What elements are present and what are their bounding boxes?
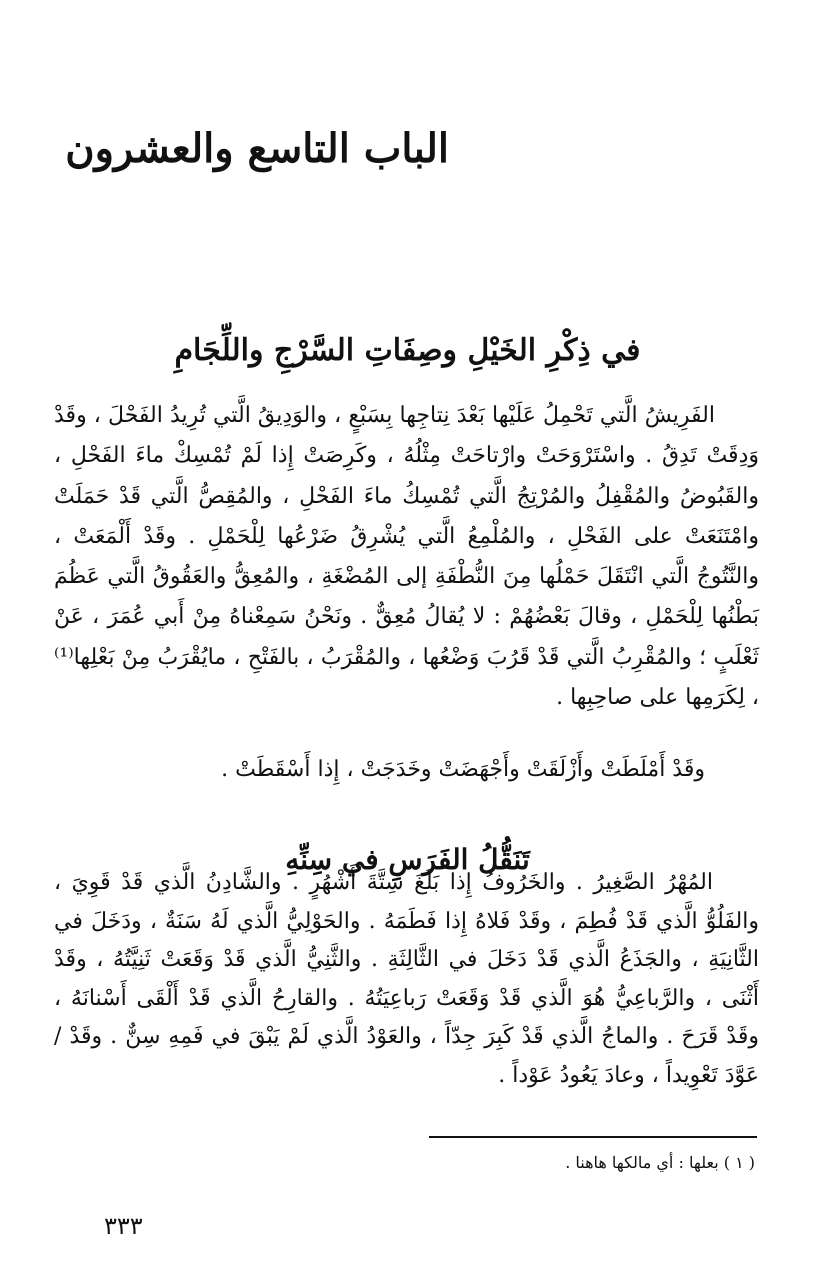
sub-heading-horse-age: تَنَقُّلُ الفَرَسِ في سِنِّهِ [285,843,530,876]
section-title: في ذِكْرِ الخَيْلِ وصِفَاتِ السَّرْجِ واللِّجَامِ [174,332,641,368]
footnote: ( ١ ) بعلها : أي مالكها هاهنا . [565,1153,755,1172]
page-number: ٣٣٣ [104,1212,143,1240]
paragraph-miscarriage: وقَدْ أَمْلَطَتْ وأَزْلَقَتْ وأَجْهَضَتْ وخَدَجَتْ ، إِذا أَسْقَطَتْ . [221,757,705,782]
chapter-title: الباب التاسع والعشرون [65,124,449,172]
paragraph-mares: الفَرِيشُ الَّتي تَحْمِلُ عَلَيْها بَعْدَ نِتاجِها بِسَبْعٍ ، والوَدِيقُ الَّتي تُرِيدُ الفَحْلَ ، وقَدْ وَدِقَتْ تَدِقُ . واسْتَرْوَحَتْ وارْتاحَتْ مِثْلُهُ ، وكَرِصَتْ إِذا لَمْ تُمْسِكْ ماءَ الفَحْلِ ، والقَبُوضُ والمُقْفِلُ والمُرْتِجُ الَّتي تُمْسِكُ ماءَ الفَحْلِ ، والمُقِصُّ الَّتي قَدْ حَمَلَتْ وامْتَنَعَتْ على الفَحْلِ ، والمُلْمِعُ الَّتي يُشْرِقُ ضَرْعُها لِلْحَمْلِ . وقَدْ أَلْمَعَتْ ، والنَّتُوجُ الَّتي انْتَقَلَ حَمْلُها مِنَ النُّطْفَةِ إلى المُضْغَةِ ، والمُعِقُّ والعَقُوقُ الَّتي عَظُمَ بَطْنُها لِلْحَمْلِ ، وقالَ بَعْضُهُمْ : لا يُقالُ مُعِقٌّ . ونَحْنُ سَمِعْناهُ مِنْ أَبي عُمَرَ ، عَنْ ثَعْلَبٍ ؛ والمُقْرِبُ الَّتي قَدْ قَرُبَ وَضْعُها ، والمُقْرَبُ ، بالفَتْحِ ، مايُقْرَبُ مِنْ بَعْلِها⁽¹⁾ ، لِكَرَمِها على صاحِبِها . [54,403,759,711]
footnote-divider [429,1136,757,1138]
paragraph-horse-age: المُهْرُ الصَّغِيرُ . والخَرُوفُ إِذا بَلَغَ سِتَّةَ أَشْهُرٍ . والشَّادِنُ الَّذي قَدْ قَوِيَ ، والفَلُوُّ الَّذي قَدْ فُطِمَ ، وقَدْ فَلاهُ إِذا فَطَمَهُ . والحَوْلِيُّ الَّذي لَهُ سَنَةٌ ، ودَخَلَ في الثَّانِيَةِ ، والجَذَعُ الَّذي قَدْ دَخَلَ في الثَّالِثَةِ . والثَّنِيُّ الَّذي قَدْ وَقَعَتْ ثَنِيَّتُهُ ، وقَدْ أَثْنَى ، والرَّباعِيُّ هُوَ الَّذي قَدْ وَقَعَتْ رَباعِيَتُهُ . والقارِحُ الَّذي قَدْ أَلْقَى أَسْنانَهُ ، وقَدْ قَرَحَ . والماجُ الَّذي قَدْ كَبِرَ جِدّاً ، والعَوْدُ الَّذي لَمْ يَبْقَ في فَمِهِ سِنٌّ . وقَدْ / عَوَّدَ تَعْوِيداً ، وعادَ يَعُودُ عَوْداً . [54,870,759,1088]
